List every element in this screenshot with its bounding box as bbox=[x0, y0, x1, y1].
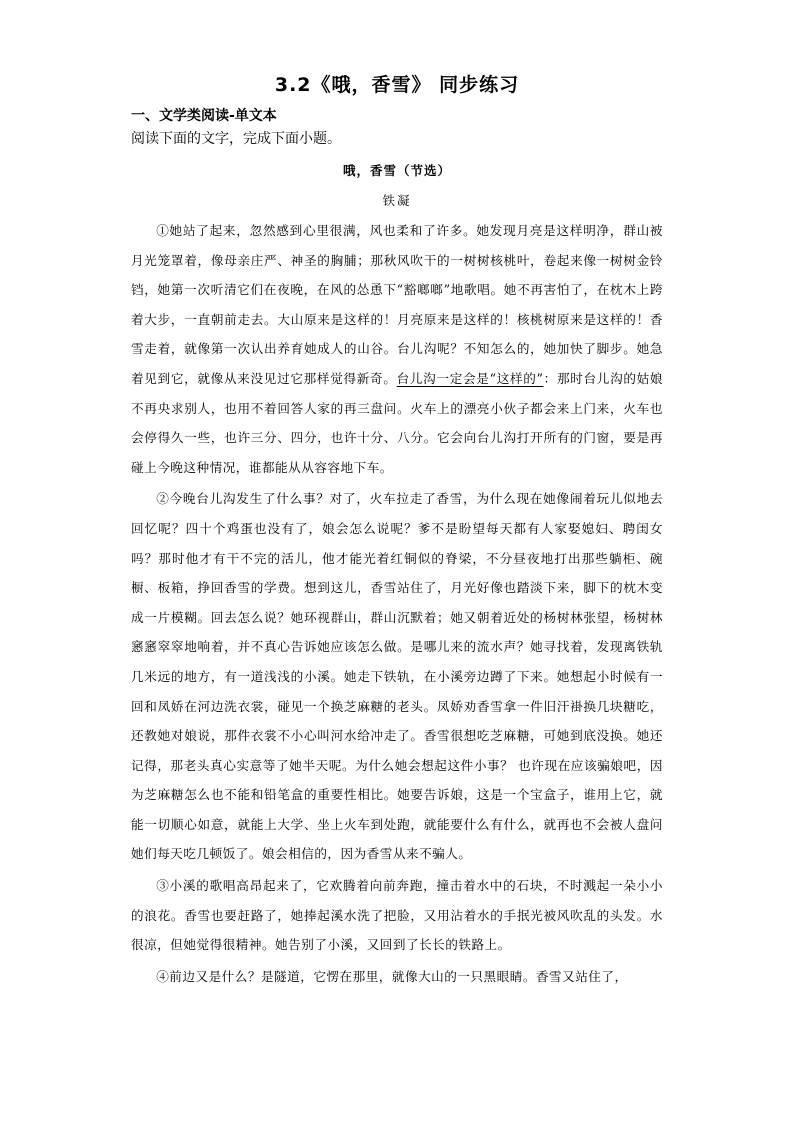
passage-author: 铁凝 bbox=[382, 193, 412, 208]
passage-body bbox=[131, 216, 663, 991]
section-heading: 一、文学类阅读-单文本 bbox=[131, 108, 277, 124]
paragraph-4: ④前边又是什么？是隧道，它愣在那里，就像大山的一只黑眼睛。香雪又站住了， bbox=[156, 968, 628, 984]
paragraph-1-text-end: ：那时台儿沟的姑娘不再央求别人，也用不着回答人家的再三盘问。火车上的漂亮小伙子都会来上门来，火车也会停得久一些，也许三分、四分，也许十分、八分。它会向台儿沟打开所有的门窗，要是再碰上今晚这种情况，谁都能从从容容地下车。 bbox=[131, 370, 664, 475]
paragraph-3: ③小溪的歌唱高昂起来了，它欢腾着向前奔跑，撞击着水中的石块，不时溅起一朵小小的浪花。香雪也要赶路了，她捧起溪水洗了把脸，又用沾着水的手抿光被风吹乱的头发。水很凉，但她觉得很精神。她告别了小溪，又回到了长长的铁路上。 bbox=[131, 878, 663, 953]
underlined-sentence: 台儿沟一定会是“这样的” bbox=[396, 370, 544, 386]
passage-title: 哦，香雪（节选） bbox=[342, 163, 451, 178]
paragraph-2: ②今晚台儿沟发生了什么事？对了，火车拉走了香雪，为什么现在她像闹着玩儿似地去回忆呢？四十个鸡蛋也没有了，娘会怎么说呢？爹不是盼望每天都有人家娶媳妇、聘闺女吗？那时他才有干不完的活儿，他才能光着红铜似的脊梁，不分昼夜地打出那些躺柜、碗橱、板箱，挣回香雪的学费。想到这儿，香雪站住了，月光好像也踏淡下来，脚下的枕木变成一片模糊。回去怎么说？她环视群山，群山沉默着；她又朝着近处的杨树林张望，杨树林窸窸窣窣地响着，并不真心告诉她应该怎么做。是哪儿来的流水声？她寻找着，发现离铁轨几米远的地方，有一道浅浅的小溪。她走下铁轨，在小溪旁边蹲了下来。她想起小时候有一回和凤娇在河边洗衣裳，碰见一个换芝麻糖的老头。凤娇劝香雪拿一件旧汗褂换几块糖吃，还教她对娘说，那件衣裳不小心叫河水给冲走了。香雪很想吃芝麻糖，可她到底没换。她还记得，那老头真心实意等了她半天呢。为什么她会想起这件小事？ 也许现在应该骗娘吧，因为芝麻糖怎么也不能和铅笔盒的重要性相比。她要告诉娘，这是一个宝盒子，谁用上它，就能一切顺心如意，就能上大学、坐上火车到处跑，就能要什么有什么，就再也不会被人盘问她们每天吃几顿饭了。娘会相信的，因为香雪从来不骗人。 bbox=[131, 491, 663, 862]
document-title: 3.2《哦，香雪》 同步练习 bbox=[274, 74, 520, 96]
paragraph-1 bbox=[131, 216, 663, 482]
paragraph-1-text-start: ①她站了起来，忽然感到心里很满，风也柔和了许多。她发现月亮是这样明净，群山被月光笼罩着，像母亲庄严、神圣的胸脯；那秋风吹干的一树树核桃叶，卷起来像一树树金铃铛，她第一次听清它们在夜晚，在风的怂恿下“豁啷啷”地歌唱。她不再害怕了，在枕木上跨着大步，一直朝前走去。大山原来是这样的！月亮原来是这样的！核桃树原来是这样的！香雪走着，就像第一次认出养育她成人的山谷。台儿沟呢？不知怎么的，她加快了脚步。她急着见到它，就像从来没见过它那样觉得新奇。 bbox=[131, 223, 663, 386]
reading-instruction: 阅读下面的文字，完成下面小题。 bbox=[131, 131, 341, 147]
